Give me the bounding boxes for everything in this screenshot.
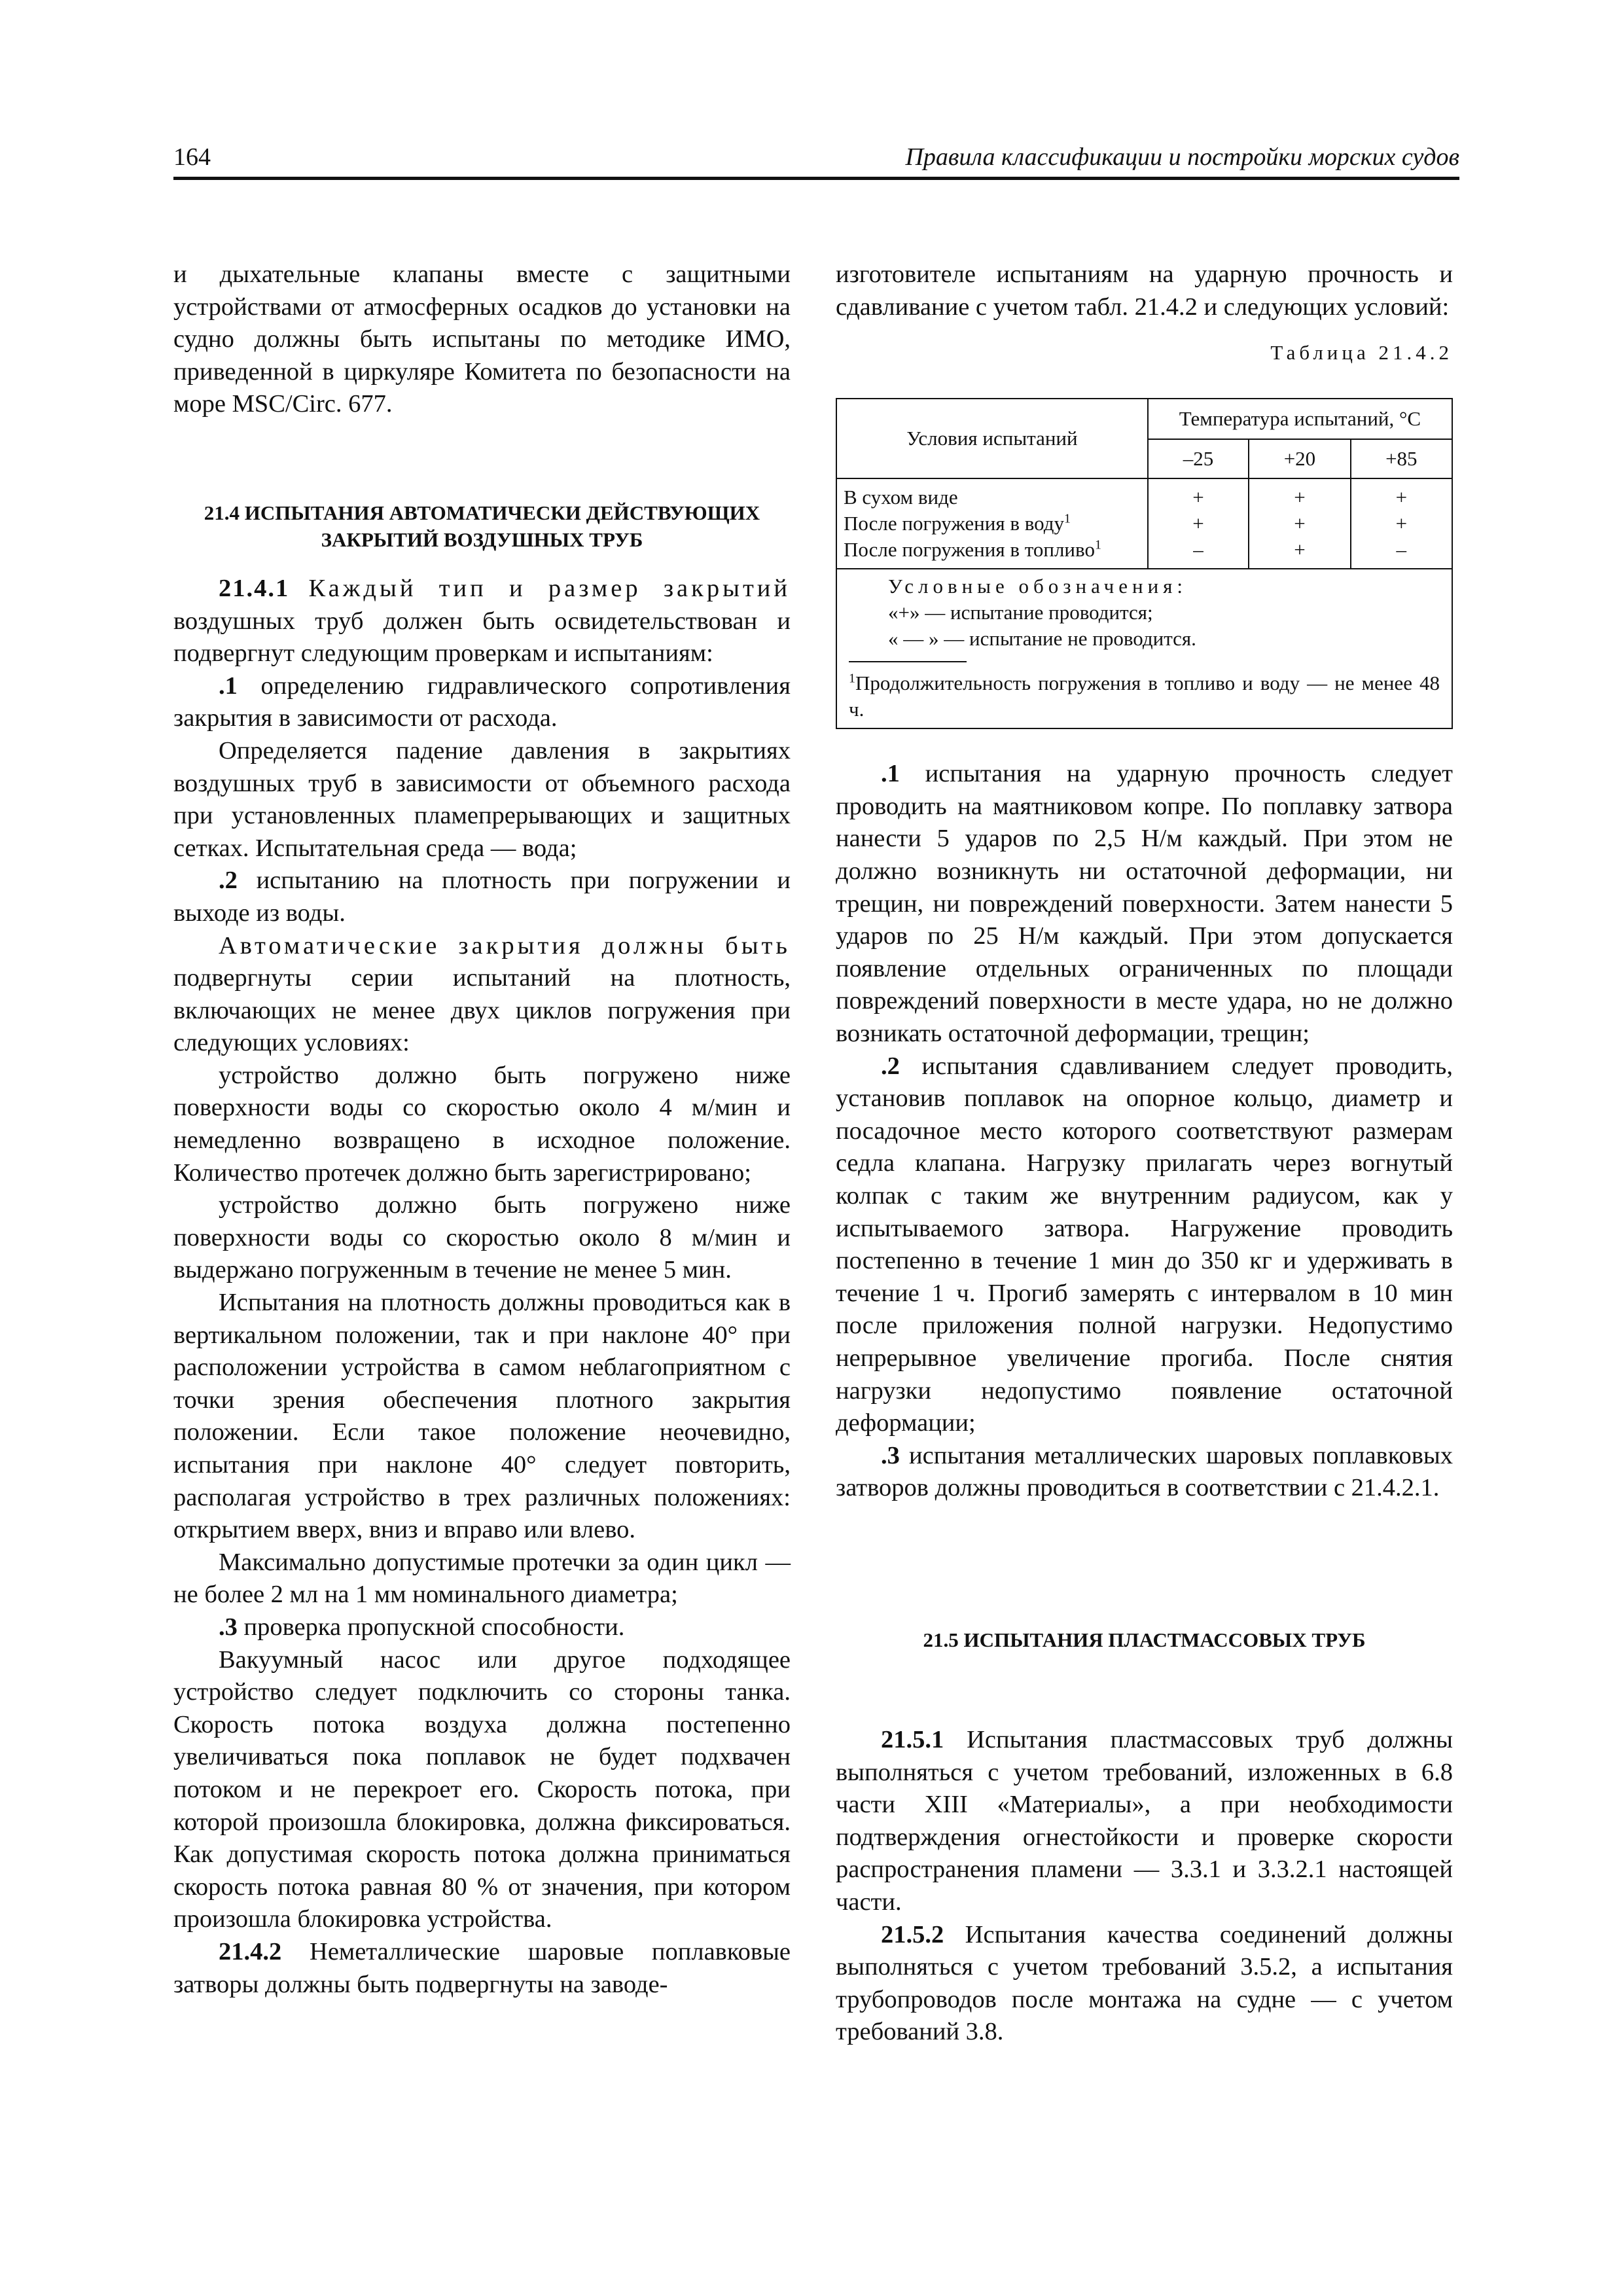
table-notes (836, 569, 1452, 729)
page-header (173, 143, 1459, 179)
paragraph-vacuum: Вакуумный насос или другое подходящее устройство следует подключить со стороны танка. Скорость потока воздуха должна постепенно увеличиваться пока поплавок не будет подхвачен потоком и не перекроет его. Скорость потока, при которой произошла блокировка, должна фиксироваться. Как допустимая скорость потока должна приниматься скорость потока равная 80 % от значения, при котором произошла блокировка устройства. (173, 1645, 791, 1933)
condition-label: В сухом виде (844, 485, 958, 509)
paragraph-leakage: Максимально допустимые протечки за один цикл — не более 2 мл на 1 мм номинального диаметра; (173, 1548, 791, 1609)
conditions-cell (836, 478, 1148, 569)
spacer (836, 1653, 1453, 1724)
paragraph-continuation: изготовителе испытаниям на ударную прочность и сдавливание с учетом табл. 21.4.2 и следующих условий: (836, 260, 1453, 321)
spacer (173, 421, 791, 499)
list-item-1 (173, 670, 791, 735)
test-mark: + (1395, 485, 1408, 509)
item-number: .3 (881, 1441, 900, 1469)
paragraph-device-1: устройство должно быть погружено ниже поверхности воды со скоростью около 4 м/мин и немедленно возвращено в исходное положение. Количество протечек должно быть зарегистрировано; (173, 1061, 791, 1187)
test-mark: + (1294, 511, 1306, 535)
header-rule (173, 177, 1459, 180)
spacer (836, 729, 1453, 758)
temp-cell: +85 (1351, 439, 1452, 478)
paragraph-intro: и дыхательные клапаны вместе с защитными устройствами от атмосферных осадков до установки на судно должны быть испытаны по методике ИМО, приведенной в циркуляре Комитета по безопасности на море MSC/Circ. 677. (173, 260, 791, 418)
item-text: проверка пропускной способности. (243, 1613, 625, 1641)
test-mark: + (1192, 511, 1204, 535)
marks-cell (1148, 478, 1249, 569)
temp-cell: –25 (1148, 439, 1249, 478)
header-conditions: Условия испытаний (836, 399, 1148, 478)
item-text: испытания металлических шаровых поплавковых затворов должны проводиться в соответствии с 21.4.2.1. (836, 1441, 1454, 1502)
right-list-item-2 (836, 1050, 1453, 1440)
paragraph-device-2: устройство должно быть погружено ниже поверхности воды со скоростью около 8 м/мин и выдержано погруженным в течение не менее 5 мин. (173, 1191, 791, 1284)
marks-cell (1249, 478, 1350, 569)
marks-cell (1351, 478, 1452, 569)
item-text: определению гидравлического сопротивления закрытия в зависимости от расхода. (173, 672, 791, 732)
test-mark: + (1192, 485, 1204, 509)
item-text: испытания на ударную прочность следует проводить на маятниковом копре. По поплавку затвора нанести 5 ударов по 2,5 Н/м каждый. При этом не должно возникнуть ни остаточной деформации, ни трещин, ни повреждений поверхности. Затем нанести 5 ударов по 25 Н/м каждый. При этом допускается появление отдельных ограниченных по площади повреждений поверхности в месте удара, но не должно возникать остаточной деформации, трещин; (836, 760, 1453, 1048)
right-column (836, 259, 1453, 2049)
item-text: испытанию на плотность при погружении и выходе из воды. (173, 867, 791, 927)
heading-line-2: ЗАКРЫТИЙ ВОЗДУШНЫХ ТРУБ (321, 528, 643, 551)
paragraph-tightness: Испытания на плотность должны проводиться как в вертикальном положении, так и при наклоне 40° при расположении устройства в самом неблагоприятном с точки зрения обеспечения плотного закрытия положении. Если такое положение неочевидно, испытания при наклоне 40° следует повторить, располагая устройство в трех различных положениях: открытием вверх, вниз и вправо или влево. (173, 1289, 791, 1544)
header-temperature: Температура испытаний, °С (1148, 399, 1452, 439)
footnote-rule (849, 661, 967, 663)
paragraph-automatic (173, 930, 791, 1060)
test-mark: – (1396, 537, 1407, 561)
running-title: Правила классификации и постройки морских судов (905, 143, 1459, 171)
clause-text: воздушных труб должен быть освидетельствован и подвергнут следующим проверкам и испытаниям: (173, 607, 791, 668)
item-number: .2 (219, 867, 238, 895)
clause-text: Неметаллические шаровые поплавковые затворы должны быть подвергнуты на заводе- (173, 1937, 791, 1998)
page-number: 164 (173, 143, 211, 171)
spacer (836, 1505, 1453, 1626)
condition-label: После погружения в топливо$^1$ (844, 537, 1101, 561)
item-number: .2 (881, 1052, 900, 1080)
list-item-3 (173, 1611, 791, 1644)
section-heading-21-5: 21.5 ИСПЫТАНИЯ ПЛАСТМАССОВЫХ ТРУБ (923, 1628, 1366, 1651)
section-heading-21-4 (173, 499, 791, 553)
right-list-item-3 (836, 1440, 1453, 1505)
item-number: .3 (219, 1613, 238, 1641)
paragraph-lead: Автоматические закрытия должны быть (219, 931, 791, 960)
clause-text: Испытания качества соединений должны выполняться с учетом требований 3.5.2, а испытания трубопроводов после монтажа на судне — с учетом требований 3.8. (836, 1920, 1454, 2046)
test-mark: + (1294, 537, 1306, 561)
clause-number: 21.5.1 (881, 1725, 944, 1753)
paragraph-21-4-2 (173, 1936, 791, 2001)
heading-line-1: 21.4 ИСПЫТАНИЯ АВТОМАТИЧЕСКИ ДЕЙСТВУЮЩИХ (204, 501, 760, 524)
paragraph-pressure: Определяется падение давления в закрытиях воздушных труб в зависимости от объемного расхода при установленных пламепрерывающих и защитных сетках. Испытательная среда — вода; (173, 736, 791, 862)
item-number: .1 (881, 760, 900, 788)
item-text: испытания сдавливанием следует проводить, установив поплавок на опорное кольцо, диаметр и посадочное место которого соответствуют размерам седла клапана. Нагрузку прилагать через вогнутый колпак с таким же внутренним радиусом, как у испытываемого затвора. Нагружение проводить постепенно в течение 1 мин до 350 кг и удерживать в течение 1 ч. Прогиб замерять с интервалом в 10 мин после приложения полной нагрузки. Недопустимо непрерывное увеличение прогиба. После снятия нагрузки недопустимо появление остаточной деформации; (836, 1052, 1453, 1437)
list-item-2 (173, 865, 791, 929)
item-number: .1 (219, 672, 238, 700)
table-title: Таблица 21.4.2 (1270, 341, 1453, 365)
condition-label: После погружения в воду$^1$ (844, 511, 1071, 535)
left-column (173, 259, 791, 2001)
temp-cell: +20 (1249, 439, 1350, 478)
paragraph-text: подвергнуты серии испытаний на плотность, включающих не менее двух циклов погружения при следующих условиях: (173, 964, 791, 1057)
legend-plus: «+» — испытание проводится; (888, 600, 1153, 624)
paragraph-21-5-1 (836, 1724, 1453, 1919)
test-mark: + (1294, 485, 1306, 509)
test-mark: – (1193, 537, 1204, 561)
right-list-item-1 (836, 758, 1453, 1050)
legend-minus: « — » — испытание не проводится. (888, 626, 1196, 650)
paragraph-21-4-1 (173, 573, 791, 670)
spacer (173, 553, 791, 573)
paragraph-21-5-2 (836, 1919, 1453, 2049)
test-conditions-table (836, 398, 1453, 730)
legend-title: Условные обозначения: (888, 574, 1188, 598)
clause-number: 21.4.2 (219, 1937, 282, 1965)
clause-text: Испытания пластмассовых труб должны выполняться с учетом требований, изложенных в 6.8 части XIII «Материалы», а при необходимости подтверждения огнестойкости и проверке скорости распространения пламени — 3.3.1 и 3.3.2.1 настоящей части. (836, 1725, 1453, 1916)
footnote: $^1$Продолжительность погружения в топливо и воду — не менее 48 ч. (849, 671, 1440, 721)
test-mark: + (1395, 511, 1408, 535)
clause-number: 21.5.2 (881, 1920, 944, 1948)
clause-lead: Каждый тип и размер закрытий (308, 574, 791, 602)
clause-number: 21.4.1 (219, 574, 290, 602)
